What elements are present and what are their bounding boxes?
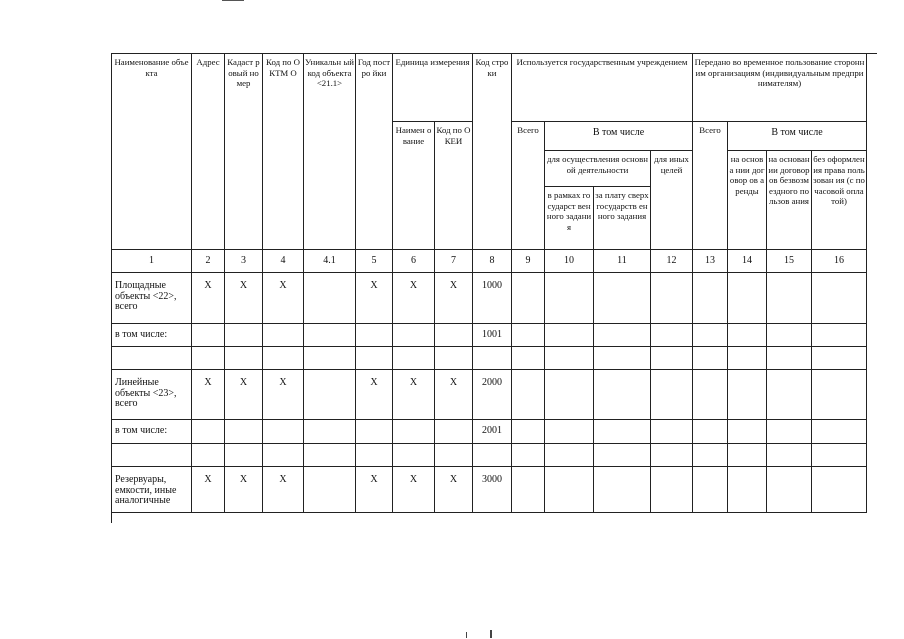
header-lease: на основа нии договор ов аренды [728,151,767,250]
cell-oktmo: X [263,467,304,513]
blank-row-cell [304,347,356,370]
column-number: 5 [356,250,393,273]
empty-cell [767,420,812,444]
empty-cell [728,273,767,324]
column-number: 4 [263,250,304,273]
empty-cell [512,467,545,513]
column-number: 10 [545,250,594,273]
cell-unique-code [304,370,356,420]
cell-row-code: 2001 [473,420,512,444]
blank-row-cell [112,444,192,467]
empty-cell [435,324,473,347]
column-number: 7 [435,250,473,273]
empty-cell [304,420,356,444]
blank-row-cell [651,347,693,370]
header-cadastral: Кадаст ровый номер [225,54,263,250]
header-unique-code: Уникальн ый код объекта <21.1> [304,54,356,250]
cell-unit-okei: X [435,467,473,513]
header-used-by-institution: Используется государственным учреждением [512,54,693,122]
cell-year: X [356,467,393,513]
blank-row-cell [393,444,435,467]
header-year: Год постро йки [356,54,393,250]
empty-cell [693,324,728,347]
empty-cell [767,324,812,347]
blank-row-cell [263,347,304,370]
blank-row-cell [512,444,545,467]
empty-cell [693,370,728,420]
empty-cell [728,467,767,513]
empty-cell [594,273,651,324]
empty-cell [393,420,435,444]
empty-cell [512,324,545,347]
cell-row-code: 2000 [473,370,512,420]
blank-row-cell [693,444,728,467]
cell-unit-name: X [393,467,435,513]
empty-cell [728,420,767,444]
cell-address: X [192,467,225,513]
cell-unit-okei: X [435,273,473,324]
header-transferred: Передано во временное пользование сторонним организациям (индивидуальным предпринимателям) [693,54,867,122]
empty-cell [651,324,693,347]
empty-cell [767,370,812,420]
blank-row-cell [473,444,512,467]
header-main-activity: для осуществления основной деятельности [545,151,651,187]
blank-row-cell [545,347,594,370]
cell-unique-code [304,273,356,324]
empty-cell [812,273,867,324]
blank-row-cell [225,444,263,467]
header-address: Адрес [192,54,225,250]
empty-cell [393,324,435,347]
header-unformalized: без оформлен ия права пользован ия (с почасовой оплатой) [812,151,867,250]
empty-cell [356,324,393,347]
empty-cell [435,420,473,444]
empty-cell [512,420,545,444]
cell-unique-code [304,467,356,513]
blank-row-cell [693,347,728,370]
blank-row-cell [435,347,473,370]
blank-row-cell [192,347,225,370]
empty-cell [192,420,225,444]
header-used-total: Всего [512,122,545,250]
blank-row-cell [192,444,225,467]
empty-cell [594,324,651,347]
property-table [111,53,877,523]
blank-row-cell [594,347,651,370]
empty-cell [651,420,693,444]
header-unit-okei: Код по ОКЕИ [435,122,473,250]
column-number: 16 [812,250,867,273]
cell-row-code: 3000 [473,467,512,513]
empty-cell [263,420,304,444]
column-number: 3 [225,250,263,273]
column-number: 9 [512,250,545,273]
row-name: в том числе: [112,420,192,444]
row-name: Резервуары, емкости, иные аналогичные [112,467,192,513]
header-row-code: Код строки [473,54,512,250]
empty-cell [728,324,767,347]
header-unit-name: Наимен ование [393,122,435,250]
row-name: в том числе: [112,324,192,347]
blank-row-cell [812,347,867,370]
cell-address: X [192,273,225,324]
empty-cell [594,467,651,513]
empty-cell [812,324,867,347]
header-used-including: В том числе [545,122,693,151]
blank-row-cell [728,347,767,370]
empty-cell [693,420,728,444]
empty-cell [545,467,594,513]
cell-row-code: 1001 [473,324,512,347]
row-name: Площадные объекты <22>, всего [112,273,192,324]
row-name: Линейные объекты <23>, всего [112,370,192,420]
header-name: Наименование объекта [112,54,192,250]
empty-cell [767,467,812,513]
blank-row-cell [304,444,356,467]
empty-cell [693,467,728,513]
column-number: 12 [651,250,693,273]
empty-cell [304,324,356,347]
cell-unit-name: X [393,273,435,324]
empty-cell [812,370,867,420]
blank-row-cell [812,444,867,467]
column-number: 11 [594,250,651,273]
empty-cell [693,273,728,324]
blank-row-cell [112,347,192,370]
blank-row-cell [651,444,693,467]
blank-row-cell [512,347,545,370]
cell-unit-name: X [393,370,435,420]
empty-cell [594,370,651,420]
blank-row-cell [767,444,812,467]
empty-cell [545,273,594,324]
empty-cell [651,273,693,324]
cell-address: X [192,370,225,420]
cell-row-code: 1000 [473,273,512,324]
column-number: 1 [112,250,192,273]
column-number: 8 [473,250,512,273]
header-paid-over: за плату сверх государств енного задания [594,187,651,250]
empty-cell [192,324,225,347]
header-state-task: в рамках государст венного задания [545,187,594,250]
column-number: 13 [693,250,728,273]
blank-row-cell [356,347,393,370]
blank-row-cell [767,347,812,370]
blank-row-cell [545,444,594,467]
header-other-purposes: для иных целей [651,151,693,250]
column-number: 14 [728,250,767,273]
empty-cell [545,420,594,444]
empty-cell [728,370,767,420]
blank-row-cell [594,444,651,467]
cell-cadastral: X [225,273,263,324]
column-number: 15 [767,250,812,273]
scan-mark-bottom [490,630,492,638]
cell-oktmo: X [263,370,304,420]
blank-row-cell [435,444,473,467]
cell-year: X [356,273,393,324]
column-number: 6 [393,250,435,273]
empty-cell [545,324,594,347]
empty-cell [651,370,693,420]
empty-cell [812,420,867,444]
blank-row-cell [356,444,393,467]
header-unit: Единица измерения [393,54,473,122]
blank-row-cell [263,444,304,467]
empty-cell [545,370,594,420]
empty-cell [512,273,545,324]
empty-cell [812,467,867,513]
empty-cell [651,467,693,513]
blank-row-cell [393,347,435,370]
cell-oktmo: X [263,273,304,324]
column-number: 4.1 [304,250,356,273]
empty-cell [594,420,651,444]
blank-row-cell [728,444,767,467]
empty-cell [356,420,393,444]
empty-cell [767,273,812,324]
cell-year: X [356,370,393,420]
header-transferred-including: В том числе [728,122,867,151]
blank-row-cell [225,347,263,370]
header-oktmo: Код по ОКТМ О [263,54,304,250]
empty-cell [512,370,545,420]
cell-cadastral: X [225,370,263,420]
cell-unit-okei: X [435,370,473,420]
empty-cell [225,420,263,444]
cell-cadastral: X [225,467,263,513]
scan-mark-top [222,0,244,1]
header-free-use: на основан ии договор ов безвозм ездного пользов ания [767,151,812,250]
column-number: 2 [192,250,225,273]
scan-mark-bottom [466,632,467,638]
blank-row-cell [473,347,512,370]
empty-cell [263,324,304,347]
header-transferred-total: Всего [693,122,728,250]
empty-cell [225,324,263,347]
